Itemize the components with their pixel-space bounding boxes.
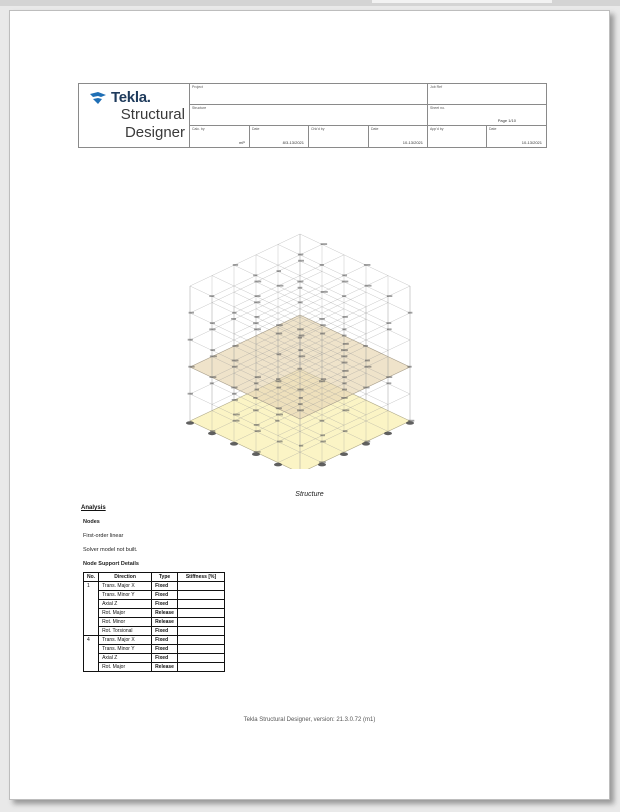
- table-row: [84, 618, 225, 627]
- node-label-mark: [254, 328, 261, 330]
- node-label-mark: [189, 312, 194, 314]
- analysis-type-text: First-order linear: [83, 533, 124, 539]
- col-header-type: Type: [152, 573, 178, 582]
- date2-value: 10-13/2021: [402, 140, 423, 145]
- analysis-heading: Analysis: [81, 505, 106, 511]
- direction-cell: Trans. Major X: [99, 636, 152, 645]
- table-row: [84, 654, 225, 663]
- direction-cell: Rot. Torsional: [99, 627, 152, 636]
- node-label-mark: [232, 312, 236, 314]
- stiffness-cell: [177, 663, 224, 672]
- stiffness-cell: [177, 600, 224, 609]
- table-row: [84, 582, 225, 591]
- node-label-mark: [188, 393, 193, 395]
- node-label-mark: [299, 397, 303, 399]
- node-label-mark: [209, 295, 214, 297]
- node-label-mark: [276, 378, 280, 380]
- node-label-mark: [232, 393, 237, 395]
- calc-by-value: mP: [239, 140, 245, 145]
- node-label-mark: [231, 387, 237, 389]
- node-label-mark: [319, 380, 325, 382]
- direction-cell: Trans. Minor Y: [99, 645, 152, 654]
- node-label-mark: [365, 360, 370, 362]
- structure-cell: [190, 105, 428, 126]
- node-label-mark: [232, 366, 238, 368]
- stiffness-cell: [177, 654, 224, 663]
- node-label-mark: [320, 441, 326, 443]
- node-label-mark: [255, 389, 260, 391]
- support-marker: [230, 442, 238, 446]
- node-label-mark: [253, 409, 259, 411]
- date2-label: Date: [371, 127, 379, 131]
- date2-cell: [369, 126, 428, 147]
- col-header-direction: Direction: [99, 573, 152, 582]
- table-row: [84, 609, 225, 618]
- node-label-mark: [297, 389, 303, 391]
- sheet-no-value: Page 1/10: [497, 118, 516, 123]
- logo-brand-text: Tekla.: [111, 89, 151, 106]
- node-label-mark: [320, 420, 325, 422]
- node-label-mark: [342, 389, 347, 391]
- direction-cell: Axial Z: [99, 654, 152, 663]
- node-label-mark: [387, 295, 393, 297]
- node-label-mark: [298, 337, 302, 339]
- appd-by-cell: [428, 126, 487, 147]
- node-label-mark: [343, 316, 348, 318]
- node-label-mark: [253, 274, 257, 276]
- node-label-mark: [255, 295, 261, 297]
- node-label-mark: [255, 316, 260, 318]
- node-label-mark: [232, 360, 239, 362]
- node-label-mark: [342, 281, 349, 283]
- node-label-mark: [342, 335, 347, 337]
- node-label-mark: [299, 335, 305, 337]
- direction-cell: Trans. Minor Y: [99, 591, 152, 600]
- project-label: Project: [192, 85, 203, 89]
- node-label-mark: [341, 397, 348, 399]
- stiffness-cell: [177, 645, 224, 654]
- node-label-mark: [387, 328, 392, 330]
- type-cell: Fixed: [152, 627, 178, 636]
- node-label-mark: [321, 291, 328, 293]
- date3-label: Date: [489, 127, 497, 131]
- type-cell: Fixed: [152, 582, 178, 591]
- table-row: [84, 600, 225, 609]
- date3-cell: [487, 126, 546, 147]
- node-label-mark: [321, 378, 326, 380]
- support-marker: [384, 432, 392, 436]
- node-label-mark: [255, 430, 261, 432]
- date3-value: 10-13/2021: [521, 140, 542, 145]
- node-number-cell: 4: [84, 636, 99, 672]
- title-block-grid: [190, 84, 546, 147]
- direction-cell: Rot. Major: [99, 609, 152, 618]
- node-label-mark: [298, 301, 303, 303]
- chk-by-label: Chk'd by: [311, 127, 325, 131]
- support-marker: [186, 421, 194, 425]
- stiffness-cell: [177, 636, 224, 645]
- col-header-stiffness: Stiffness [%]: [177, 573, 224, 582]
- node-label-mark: [386, 376, 392, 378]
- node-label-mark: [365, 366, 372, 368]
- table-header-row: [84, 573, 225, 582]
- node-label-mark: [210, 322, 215, 324]
- node-label-mark: [342, 328, 346, 330]
- node-label-mark: [233, 264, 238, 266]
- node-label-mark: [232, 399, 238, 401]
- node-label-mark: [320, 333, 325, 335]
- node-label-mark: [343, 430, 348, 432]
- node-label-mark: [254, 424, 260, 426]
- node-label-mark: [299, 445, 303, 447]
- table-row: [84, 627, 225, 636]
- node-label-mark: [233, 414, 240, 416]
- node-label-mark: [342, 409, 349, 411]
- job-ref-label: Job Ref: [430, 85, 443, 89]
- calc-by-label: Calc. by: [192, 127, 205, 131]
- direction-cell: Rot. Minor: [99, 618, 152, 627]
- node-label-mark: [342, 370, 348, 372]
- node-label-mark: [231, 318, 236, 320]
- appd-by-label: App'd by: [430, 127, 444, 131]
- node-label-mark: [320, 264, 324, 266]
- node-label-mark: [298, 403, 303, 405]
- tekla-logo-icon: [89, 91, 107, 105]
- node-label-mark: [277, 353, 282, 355]
- node-label-mark: [319, 318, 325, 320]
- support-marker: [252, 452, 260, 456]
- node-label-mark: [277, 387, 282, 389]
- node-label-mark: [277, 441, 283, 443]
- node-label-mark: [343, 343, 349, 345]
- node-label-mark: [210, 349, 215, 351]
- structure-label: Structure: [192, 106, 207, 110]
- calc-by-cell: [190, 126, 250, 147]
- node-label-mark: [276, 333, 282, 335]
- date1-label: Date: [252, 127, 260, 131]
- solver-status-text: Solver model not built.: [83, 547, 138, 553]
- node-label-mark: [297, 368, 302, 370]
- stiffness-cell: [177, 609, 224, 618]
- type-cell: Fixed: [152, 591, 178, 600]
- chk-by-cell: [309, 126, 369, 147]
- node-label-mark: [297, 409, 304, 411]
- node-label-mark: [210, 355, 217, 357]
- date1-value: 8/3-13/2021: [282, 140, 304, 145]
- table-row: [84, 663, 225, 672]
- figure-caption: Structure: [295, 491, 324, 498]
- node-label-mark: [341, 349, 348, 351]
- support-marker: [274, 463, 282, 467]
- node-support-table: [83, 572, 225, 672]
- node-label-mark: [342, 382, 346, 384]
- stiffness-cell: [177, 627, 224, 636]
- support-marker: [340, 452, 348, 456]
- node-label-mark: [277, 285, 284, 287]
- date1-cell: [250, 126, 309, 147]
- node-label-mark: [276, 380, 282, 382]
- node-label-mark: [253, 322, 259, 324]
- title-block: [78, 83, 547, 148]
- node-label-mark: [342, 376, 347, 378]
- type-cell: Release: [152, 609, 178, 618]
- direction-cell: Trans. Major X: [99, 582, 152, 591]
- sheet-no-cell: [428, 105, 546, 126]
- type-cell: Fixed: [152, 645, 178, 654]
- node-label-mark: [320, 434, 325, 436]
- node-label-mark: [276, 407, 282, 409]
- node-label-mark: [233, 420, 240, 422]
- node-number-cell: 1: [84, 582, 99, 636]
- node-label-mark: [363, 387, 369, 389]
- node-label-mark: [342, 274, 347, 276]
- direction-cell: Axial Z: [99, 600, 152, 609]
- col-header-no: No.: [84, 573, 99, 582]
- table-row: [84, 636, 225, 645]
- node-label-mark: [386, 382, 391, 384]
- company-logo: [79, 84, 190, 147]
- node-label-mark: [255, 376, 261, 378]
- window-top-highlight: [372, 0, 552, 3]
- table-row: [84, 645, 225, 654]
- node-label-mark: [386, 322, 391, 324]
- node-label-mark: [297, 328, 304, 330]
- node-label-mark: [298, 287, 303, 289]
- stiffness-cell: [177, 591, 224, 600]
- node-label-mark: [321, 243, 328, 245]
- stiffness-cell: [177, 582, 224, 591]
- project-cell: [190, 84, 428, 105]
- node-label-mark: [210, 376, 217, 378]
- node-label-mark: [342, 362, 348, 364]
- node-label-mark: [188, 339, 193, 341]
- window-top-strip: [0, 0, 620, 6]
- node-label-mark: [407, 366, 411, 368]
- node-label-mark: [298, 260, 304, 262]
- job-ref-cell: [428, 84, 546, 105]
- type-cell: Fixed: [152, 654, 178, 663]
- report-page: [9, 10, 610, 800]
- report-footer: Tekla Structural Designer, version: 21.3.0.72 (m1): [243, 717, 376, 723]
- node-label-mark: [253, 397, 257, 399]
- node-label-mark: [275, 420, 279, 422]
- node-label-mark: [408, 312, 413, 314]
- node-label-mark: [297, 281, 303, 283]
- logo-product-line1: Structural: [120, 106, 185, 123]
- node-label-mark: [364, 264, 371, 266]
- support-marker: [362, 442, 370, 446]
- table-row: [84, 591, 225, 600]
- node-label-mark: [232, 345, 238, 347]
- node-label-mark: [276, 324, 283, 326]
- node-label-mark: [254, 301, 260, 303]
- type-cell: Release: [152, 663, 178, 672]
- stiffness-cell: [177, 618, 224, 627]
- node-label-mark: [277, 270, 282, 272]
- node-label-mark: [298, 349, 303, 351]
- direction-cell: Rot. Major: [99, 663, 152, 672]
- node-label-mark: [254, 281, 261, 283]
- structure-3d-view: [130, 194, 470, 469]
- type-cell: Release: [152, 618, 178, 627]
- node-label-mark: [363, 345, 368, 347]
- nodes-heading: Nodes: [83, 519, 100, 525]
- node-label-mark: [254, 382, 258, 384]
- node-support-heading: Node Support Details: [83, 561, 139, 567]
- node-label-mark: [299, 355, 306, 357]
- node-label-mark: [320, 324, 325, 326]
- type-cell: Fixed: [152, 636, 178, 645]
- support-marker: [406, 421, 414, 425]
- support-marker: [318, 463, 326, 467]
- node-label-mark: [209, 328, 215, 330]
- type-cell: Fixed: [152, 600, 178, 609]
- node-label-mark: [342, 295, 346, 297]
- node-label-mark: [276, 414, 283, 416]
- node-label-mark: [341, 355, 347, 357]
- node-label-mark: [188, 366, 194, 368]
- node-label-mark: [210, 382, 214, 384]
- node-label-mark: [298, 254, 303, 256]
- node-label-mark: [365, 285, 372, 287]
- support-marker: [208, 432, 216, 436]
- sheet-no-label: Sheet no.: [430, 106, 445, 110]
- logo-product-line2: Designer: [124, 124, 185, 141]
